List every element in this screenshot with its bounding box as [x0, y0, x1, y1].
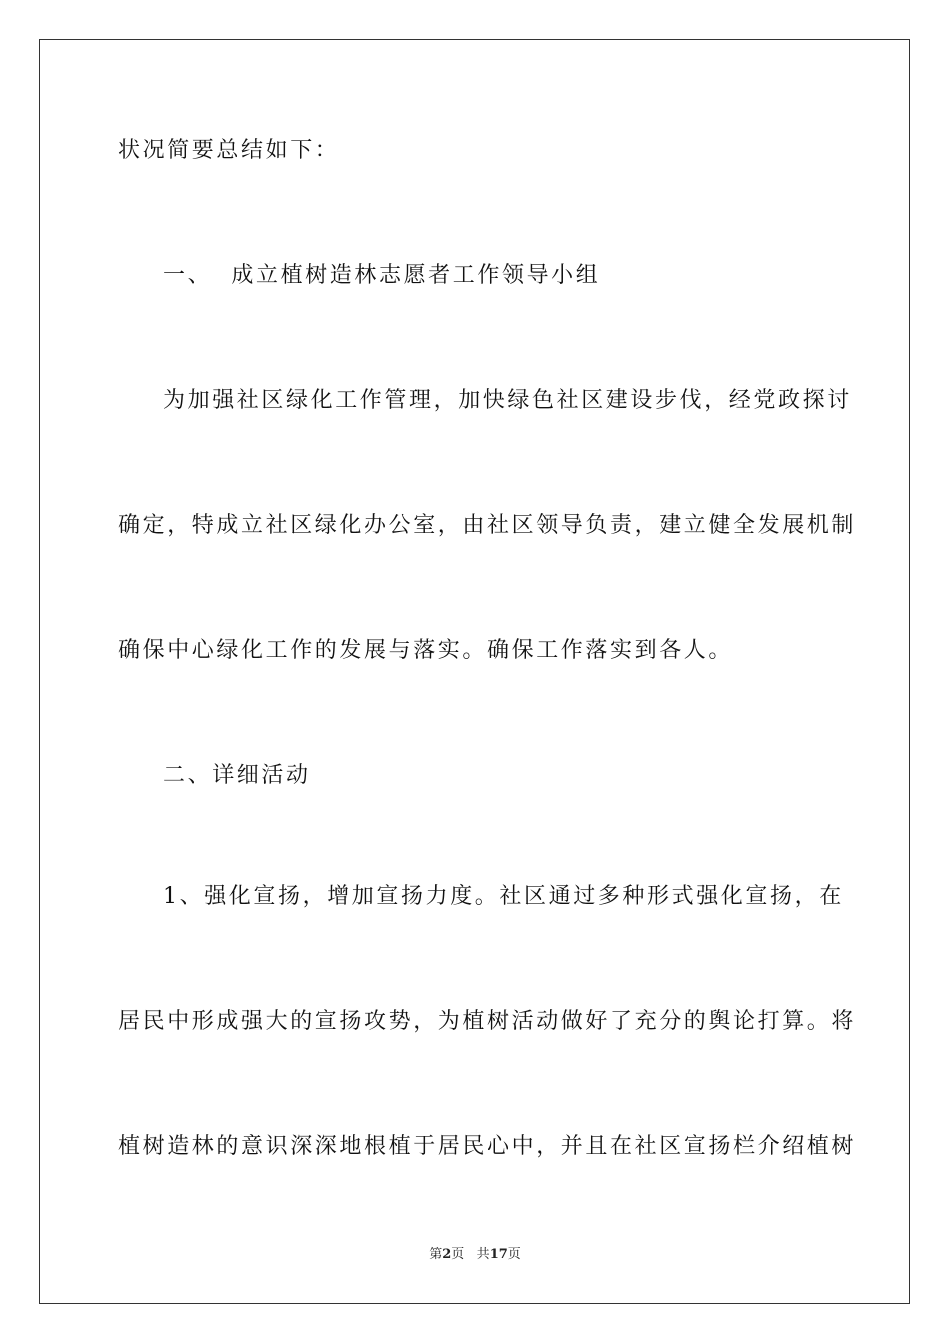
total-suffix: 页 [507, 1247, 521, 1262]
paragraph-line-5: 确保中心绿化工作的发展与落实。确保工作落实到各人。 [118, 638, 734, 663]
page-border [39, 39, 910, 1304]
paragraph-line-3: 为加强社区绿化工作管理，加快绿色社区建设步伐，经党政探讨 [163, 388, 852, 413]
page-number: 2 [442, 1247, 452, 1262]
page-prefix: 第 [429, 1247, 443, 1262]
paragraph-line-4: 确定，特成立社区绿化办公室，由社区领导负责，建立健全发展机制 [118, 513, 857, 538]
page-footer [0, 1246, 950, 1264]
paragraph-line-8: 居民中形成强大的宣扬攻势，为植树活动做好了充分的舆论打算。将 [118, 1009, 857, 1034]
total-prefix: 共 [476, 1247, 490, 1262]
section-heading-1: 一、 成立植树造林志愿者工作领导小组 [163, 263, 601, 288]
page-suffix: 页 [451, 1247, 465, 1262]
paragraph-line-7: 1、强化宣扬，增加宣扬力度。社区通过多种形式强化宣扬，在 [163, 884, 844, 909]
total-pages: 17 [489, 1247, 508, 1262]
paragraph-line-1: 状况简要总结如下： [118, 138, 340, 163]
section-heading-2: 二、详细活动 [163, 763, 311, 788]
paragraph-line-9: 植树造林的意识深深地根植于居民心中，并且在社区宣扬栏介绍植树 [118, 1134, 857, 1159]
